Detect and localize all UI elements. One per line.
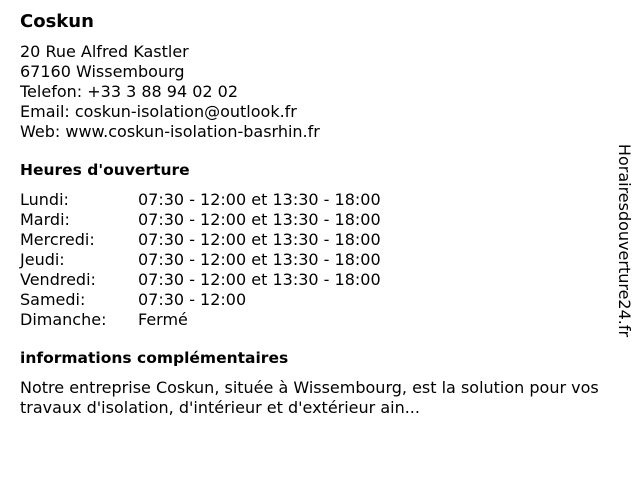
hours-time: 07:30 - 12:00 <box>138 290 247 309</box>
opening-hours-heading: Heures d'ouverture <box>20 161 190 179</box>
hours-row-jeudi <box>20 250 610 270</box>
hours-row-dimanche <box>20 310 610 330</box>
additional-info-text: Notre entreprise Coskun, située à Wissembourg, est la solution pour vos travaux d'isolation, d'intérieur et d'extérieur ain... <box>20 378 599 417</box>
hours-time: Fermé <box>138 310 188 329</box>
hours-day: Dimanche: <box>20 310 107 329</box>
hours-day: Lundi: <box>20 190 69 209</box>
hours-time: 07:30 - 12:00 et 13:30 - 18:00 <box>138 250 381 269</box>
hours-row-vendredi <box>20 270 610 290</box>
hours-row-lundi <box>20 190 610 210</box>
hours-row-mardi <box>20 210 610 230</box>
web-line: Web: www.coskun-isolation-basrhin.fr <box>20 122 320 141</box>
hours-day: Samedi: <box>20 290 86 309</box>
opening-hours-table <box>20 190 610 330</box>
additional-info-heading: informations complémentaires <box>20 349 289 367</box>
hours-row-samedi <box>20 290 610 310</box>
side-brand-watermark <box>612 135 638 345</box>
postal-city: 67160 Wissembourg <box>20 62 185 81</box>
street-address: 20 Rue Alfred Kastler <box>20 42 189 61</box>
hours-time: 07:30 - 12:00 et 13:30 - 18:00 <box>138 270 381 289</box>
business-card <box>20 10 610 418</box>
hours-day: Vendredi: <box>20 270 96 289</box>
hours-time: 07:30 - 12:00 et 13:30 - 18:00 <box>138 190 381 209</box>
business-name: Coskun <box>20 11 94 32</box>
hours-day: Mardi: <box>20 210 70 229</box>
hours-day: Mercredi: <box>20 230 95 249</box>
hours-time: 07:30 - 12:00 et 13:30 - 18:00 <box>138 230 381 249</box>
hours-time: 07:30 - 12:00 et 13:30 - 18:00 <box>138 210 381 229</box>
address-block <box>20 42 610 142</box>
side-brand-text: Horairesdouverture24.fr <box>615 143 635 337</box>
hours-day: Jeudi: <box>20 250 65 269</box>
phone-line: Telefon: +33 3 88 94 02 02 <box>20 82 239 101</box>
email-line: Email: coskun-isolation@outlook.fr <box>20 102 297 121</box>
hours-row-mercredi <box>20 230 610 250</box>
